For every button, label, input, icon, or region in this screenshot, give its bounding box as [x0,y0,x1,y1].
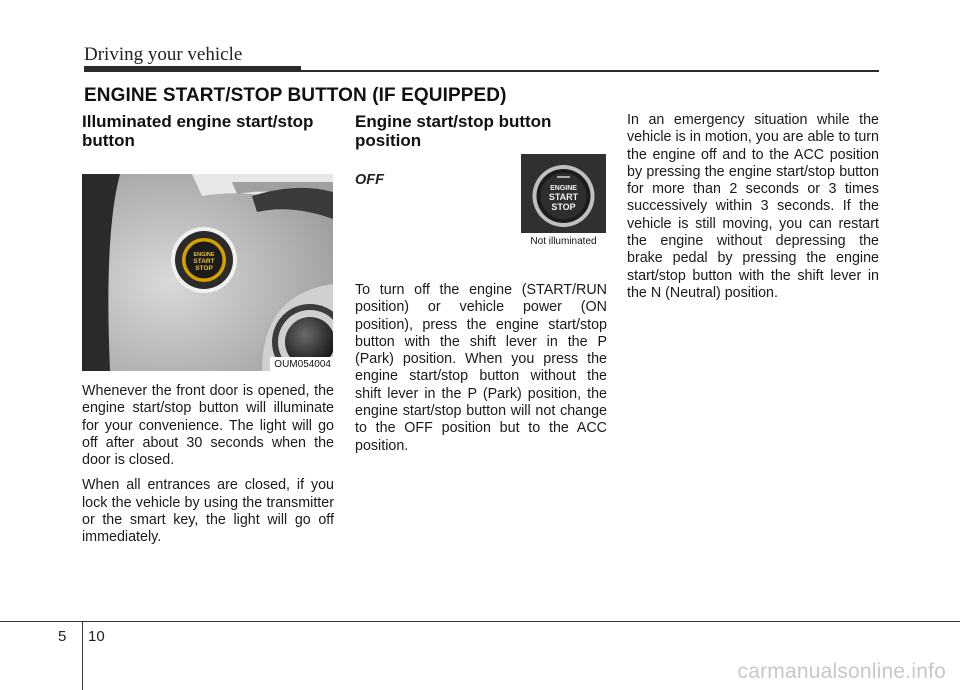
footer-rule [0,621,960,622]
section-heading: ENGINE START/STOP BUTTON (IF EQUIPPED) [84,85,507,106]
paragraph-lock: When all entrances are closed, if you lock the vehicle by using the transmitter or the smart key, the light will go off immediately. [82,477,334,546]
subheading-illuminated-button: Illuminated engine start/stop button [82,112,314,150]
inset-label-stop: STOP [551,202,576,212]
footer-page-number: 10 [88,628,105,645]
header-rule-thin [301,70,879,72]
page-header-title: Driving your vehicle [84,44,243,65]
inset-button-image [521,154,606,250]
subheading-button-position: Engine start/stop button position [355,112,552,150]
button-label-engine: ENGINE [193,252,215,258]
inset-caption: Not illuminated [521,233,606,250]
column-middle [355,112,607,463]
button-label-stop: STOP [195,265,213,272]
watermark-text: carmanualsonline.info [737,660,946,683]
paragraph-turn-off: To turn off the engine (START/RUN position) or vehicle power (ON position), press the engine start/stop button with the shift lever in the P (Park) position. When you press the engine start/stop button without the shift lever in the P (Park) position, the engine start/stop button will not change to the OFF position but to the ACC position. [355,282,607,454]
photo-caption: OUM054004 [270,357,333,371]
dashboard-photo [82,174,333,371]
paragraph-illumination: Whenever the front door is opened, the engine start/stop button will illuminate for your convenience. The light will go off after about 30 seconds when the door is closed. [82,383,334,469]
paragraph-emergency: In an emergency situation while the vehicle is in motion, you are able to turn the engine off and to the ACC position by pressing the engine start/stop button for more than 2 seconds or 3 times successively within 3 seconds. If the vehicle is still moving, you can restart the engine without depressing the brake pedal by pressing the engine start/stop button with the shift lever in the N (Neutral) position. [627,112,879,301]
header-rule-thick [84,66,301,72]
footer-divider [82,621,83,690]
column-left [82,112,334,555]
dashboard-illustration [82,174,333,371]
footer-chapter-number: 5 [58,628,67,645]
inset-label-start: START [548,192,579,202]
button-label-start: START [193,258,215,265]
column-right [627,112,879,310]
start-stop-button-icon [521,154,606,233]
inset-label-engine: ENGINE [550,185,577,192]
off-label: OFF [355,172,384,188]
